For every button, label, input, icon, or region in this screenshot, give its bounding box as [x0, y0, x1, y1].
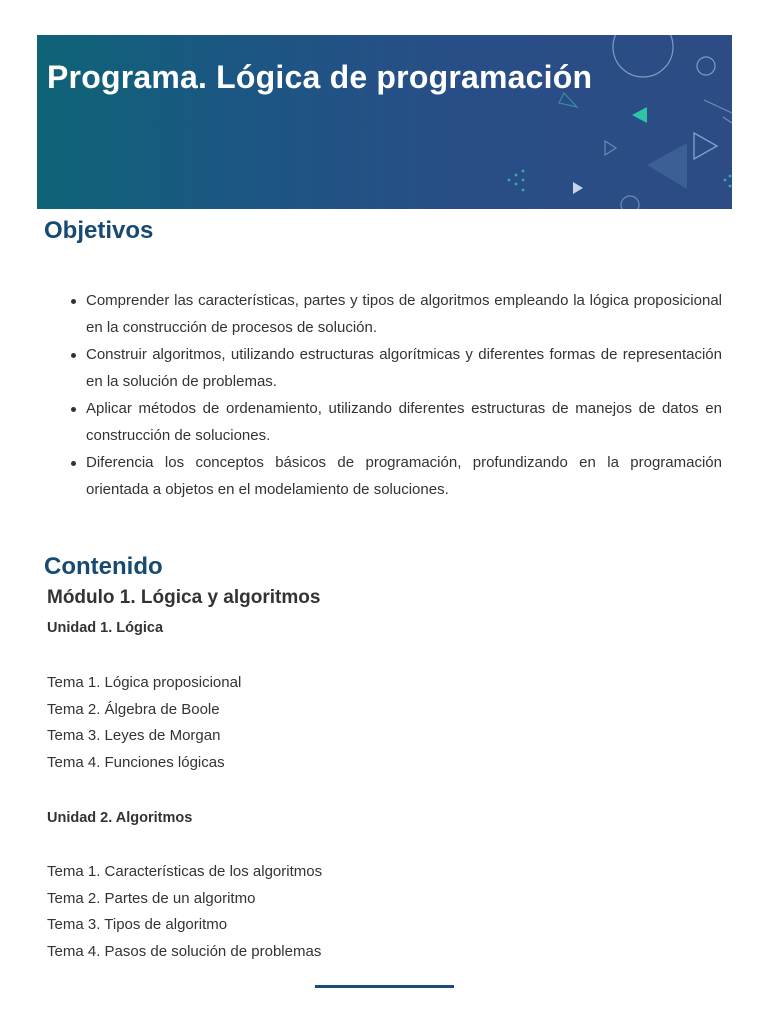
- objectives-list: [86, 287, 722, 503]
- unit-topics-list: [47, 670, 241, 777]
- module-title: Módulo 1. Lógica y algoritmos: [47, 587, 321, 608]
- decor-circle-large: [613, 35, 673, 77]
- bottom-divider: [315, 985, 454, 988]
- topic-item: Tema 2. Partes de un algoritmo: [47, 889, 256, 907]
- decor-dots-left: [508, 170, 525, 192]
- decor-circle-small: [697, 57, 715, 75]
- page-title: Programa. Lógica de programación: [47, 59, 593, 95]
- topic-item: Tema 4. Pasos de solución de problemas: [47, 943, 322, 961]
- decor-triangle-right-outline: [694, 133, 717, 159]
- decor-triangle-teal: [632, 107, 647, 123]
- decor-circle-bottom: [621, 196, 639, 209]
- topic-item: Tema 1. Características de los algoritmos: [47, 863, 323, 880]
- unit-title: Unidad 2. Algoritmos: [47, 810, 193, 826]
- topic-item: Tema 4. Funciones lógicas: [47, 754, 225, 772]
- header-banner: [37, 35, 732, 209]
- objective-item: Construir algoritmos, utilizando estructuras algorítmicas y diferentes formas de representación en la solución de problemas.: [86, 341, 722, 395]
- topic-item: Tema 1. Lógica proposicional: [47, 674, 242, 691]
- objective-item: Aplicar métodos de ordenamiento, utilizando diferentes estructuras de manejos de datos en construcción de soluciones.: [86, 395, 722, 449]
- objective-item: Diferencia los conceptos básicos de programación, profundizando en la programación orientada a objetos en el modelamiento de soluciones.: [86, 449, 722, 503]
- decor-triangle-small-outline: [605, 141, 616, 155]
- topic-item: Tema 3. Tipos de algoritmo: [47, 916, 228, 934]
- decor-triangle-white: [573, 182, 583, 194]
- content-heading: Contenido: [44, 553, 163, 580]
- decor-triangle-large: [647, 143, 687, 189]
- topic-item: Tema 3. Leyes de Morgan: [47, 727, 221, 745]
- decor-dots-right: [724, 175, 732, 188]
- objective-item: Comprender las características, partes y tipos de algoritmos empleando la lógica proposicional en la construcción de procesos de solución.: [86, 287, 722, 341]
- topic-item: Tema 2. Álgebra de Boole: [47, 700, 220, 718]
- unit-title: Unidad 1. Lógica: [47, 620, 164, 636]
- decor-line-2: [723, 117, 732, 123]
- decor-line-1: [704, 100, 732, 113]
- objectives-heading: Objetivos: [44, 217, 154, 244]
- unit-topics-list: [47, 859, 322, 966]
